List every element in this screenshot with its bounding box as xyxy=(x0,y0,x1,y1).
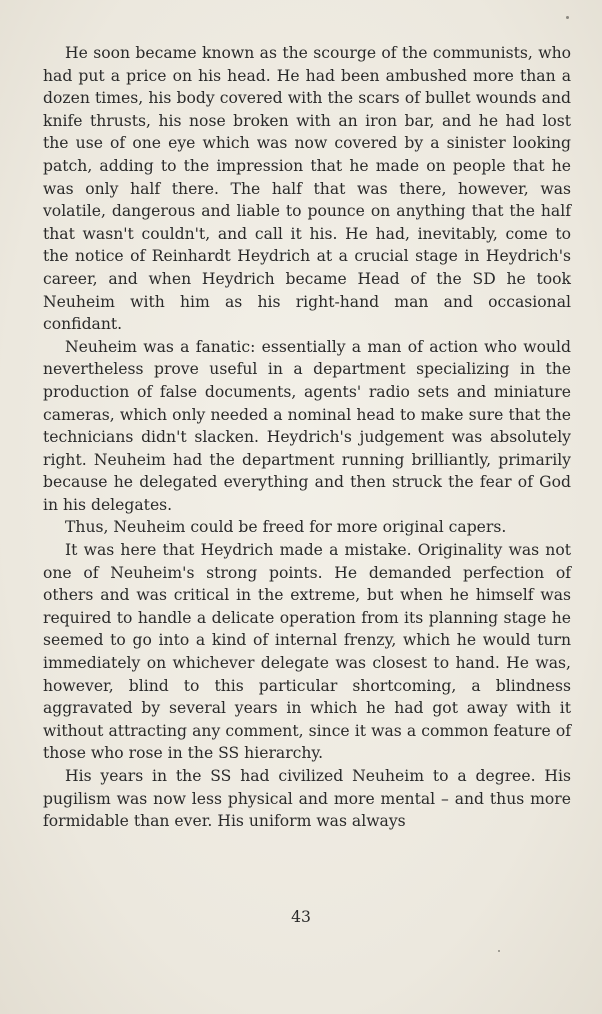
paragraph-4: It was here that Heydrich made a mistake. Originality was not one of Neuheim's strong points. He demanded perfection of others and was critical in the extreme, but when he himself was required to handle a delicate operation from its planning stage he seemed to go into a kind of internal frenzy, which he would turn immediately on whichever delegate was closest to hand. He was, however, blind to this particular shortcoming, a blindness aggravated by several years in which he had got away with it without attracting any comment, since it was a common feature of those who rose in the SS hierarchy. xyxy=(43,541,571,763)
paragraph-5: His years in the SS had civilized Neuheim to a degree. His pugilism was now less physical and more mental – and thus more formidable than ever. His uniform was always xyxy=(43,767,571,831)
body-text xyxy=(43,42,571,833)
page-number: 43 xyxy=(291,908,311,926)
paper-speck xyxy=(498,950,500,952)
paper-speck xyxy=(566,16,569,19)
paragraph-2: Neuheim was a fanatic: essentially a man of action who would nevertheless prove useful in a department specializing in the production of false documents, agents' radio sets and miniature cameras, which only needed a nominal head to make sure that the technicians didn't slacken. Heydrich's judgement was absolutely right. Neuheim had the department running brilliantly, primarily because he delegated everything and then struck the fear of God in his delegates. xyxy=(43,337,571,514)
paragraph-1: He soon became known as the scourge of the communists, who had put a price on his head. He had been ambushed more than a dozen times, his body covered with the scars of bullet wounds and knife thrusts, his nose broken with an iron bar, and he had lost the use of one eye which was now covered by a sinister looking patch, adding to the impression that he made on people that he was only half there. The half that was there, however, was volatile, dangerous and liable to pounce on anything that the half that wasn't couldn't, and call it his. He had, inevitably, come to the notice of Reinhardt Heydrich at a crucial stage in Heydrich's career, and when Heydrich became Head of the SD he took Neuheim with him as his right-hand man and occasional confidant. xyxy=(43,44,571,334)
paragraph-3: Thus, Neuheim could be freed for more original capers. xyxy=(65,518,507,537)
